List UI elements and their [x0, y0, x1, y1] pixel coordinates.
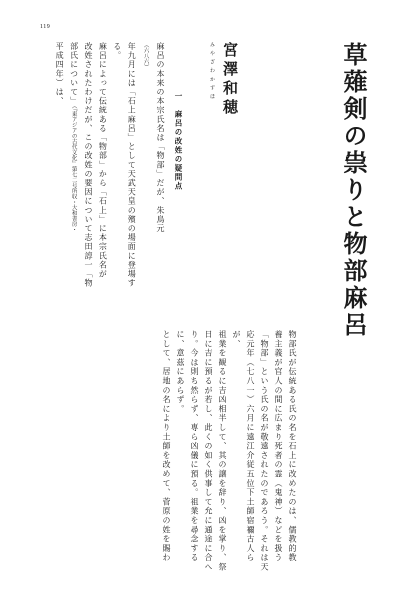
paragraph: 応元年（七八一）六月に遠江介従五位下土師宿禰古人らが、 [232, 330, 255, 563]
paragraph: 養主義が官人の間に広まり死者の霊（鬼神）などを扱う [274, 330, 283, 563]
lower-body-text [159, 330, 299, 580]
year-note: （六八六） [142, 42, 149, 70]
paragraph: 麻呂によって伝統ある「物部」から「石上」に本宗氏名が [98, 42, 108, 279]
paragraph: に、意茲にあらず。 [176, 330, 185, 414]
paragraph: 改姓されたわけだが、この改姓の要因について志田諄一「物 [83, 42, 93, 288]
page-title: 草薙剣の祟りと物部麻呂 [339, 42, 368, 339]
paragraph: 年九月には「石上麻呂」として天武天皇の殯の場面に登場す [127, 42, 137, 288]
paragraph [66, 42, 80, 342]
author-ruby: みやざわかずほ [209, 42, 215, 103]
paragraph: 平成四年）は、 [55, 42, 65, 106]
author-name: 宮澤和穂 [221, 42, 239, 118]
paragraph: 物部氏が伝統ある氏の名を石上に改めたのは、儒教的教 [288, 330, 297, 563]
paragraph: る。 [112, 42, 122, 61]
paragraph: 日に吉に預るが若し、此くの如く供事して允に通途に合へ [204, 330, 213, 572]
paragraph: 麻呂の本来の本宗氏名は「物部」だが、朱鳥元 [156, 42, 165, 234]
note-inline [138, 42, 152, 342]
page-number: 119 [40, 24, 51, 30]
upper-body-text [52, 42, 167, 342]
citation-note: （『東アジアの古代文化』第七二号所収・大和書房・ [70, 105, 77, 233]
paragraph: り。今は則ち然らず、専ら凶儀に預る。祖業を尋念する [190, 330, 199, 563]
section-heading: 一 麻呂の改姓の疑問点 [174, 92, 183, 191]
paragraph: として、居地の名により土師を改めて、菅原の姓を賜わ [162, 330, 171, 563]
paragraph: 「物部」という氏の名が敬遠されたのであろう。それは天 [260, 330, 269, 572]
paragraph-text: 部氏について」 [69, 42, 79, 106]
paragraph: 祖業を観るに吉凶相半して、其の譲を辞り、凶を掌り、祭 [218, 330, 227, 572]
